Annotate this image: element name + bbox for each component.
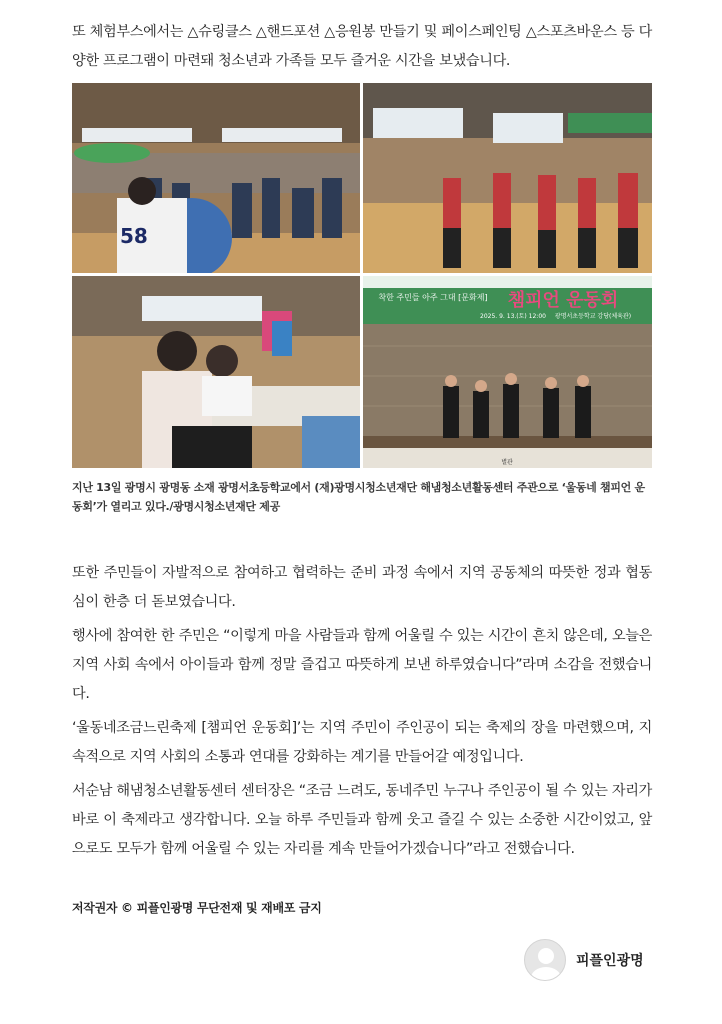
avatar: [524, 939, 566, 981]
avatar-head-shape: [538, 948, 554, 964]
photo-stage-dance: [363, 276, 652, 468]
avatar-body-shape: [531, 967, 561, 981]
jersey-number: 58: [120, 224, 148, 248]
photo-caption: 지난 13일 광명시 광명동 소재 광명서초등학교에서 (재)광명시청소년재단 해냄청소년활동센터 주관으로 ‘울동네 챔피언 운동회’가 열리고 있다./광명시청소년재단 제공: [72, 481, 645, 513]
photo-gym-dance: [363, 83, 652, 273]
banner-place: 광명서초등학교 강당(체육관): [554, 313, 632, 320]
community-paragraph: 또한 주민들이 자발적으로 참여하고 협력하는 준비 과정 속에서 지역 공동체의 따뜻한 정과 협동심이 한층 더 돋보였습니다.: [72, 565, 652, 610]
intro-paragraph: 또 체험부스에서는 △슈링클스 △핸드포션 △응원봉 만들기 및 페이스페인팅 △스포츠바운스 등 다양한 프로그램이 마련돼 청소년과 가족들 모두 즐거운 시간을 보냈습니다.: [72, 24, 652, 69]
resident-quote-paragraph: 행사에 참여한 한 주민은 “이렇게 마을 사람들과 함께 어울릴 수 있는 시간이 흔치 않은데, 오늘은 지역 사회 속에서 아이들과 함께 정말 즐겁고 따뜻하게 보낸 하루였습니다”라며 소감을 전했습니다.: [72, 628, 652, 702]
copyright-notice: 저작권자 © 피플인광명 무단전재 및 재배포 금지: [72, 901, 322, 915]
director-quote-paragraph: 서순남 해냄청소년활동센터 센터장은 “조금 느려도, 동네주민 누구나 주인공이 될 수 있는 자리가 바로 이 축제라고 생각합니다. 오늘 하루 주민들과 함께 웃고 즐길 수 있는 소중한 시간이었고, 앞으로도 모두가 함께 어울릴 수 있는 자리를 계속 만들어가겠습니다”라고 전했습니다.: [72, 783, 652, 857]
festival-paragraph: ‘울동네조금느린축제 [챔피언 운동회]’는 지역 주민이 주인공이 되는 축제의 장을 마련했으며, 지속적으로 지역 사회의 소통과 연대를 강화하는 계기를 만들어갈 예정입니다.: [72, 720, 652, 765]
stage-label: 별관: [501, 459, 513, 466]
author-name[interactable]: 피플인광명: [576, 953, 644, 969]
banner-date: 2025. 9. 13.(토) 12:00: [480, 313, 546, 320]
author-byline[interactable]: [524, 938, 644, 982]
banner-subtitle: 착한 주민들 아주 그대 [문화제]: [378, 293, 488, 302]
banner-title: 챔피언 운동회: [507, 290, 619, 311]
photo-collage: [72, 83, 652, 468]
photo-craft-booth: [72, 276, 360, 468]
photo-gym-crowd: [72, 83, 360, 273]
